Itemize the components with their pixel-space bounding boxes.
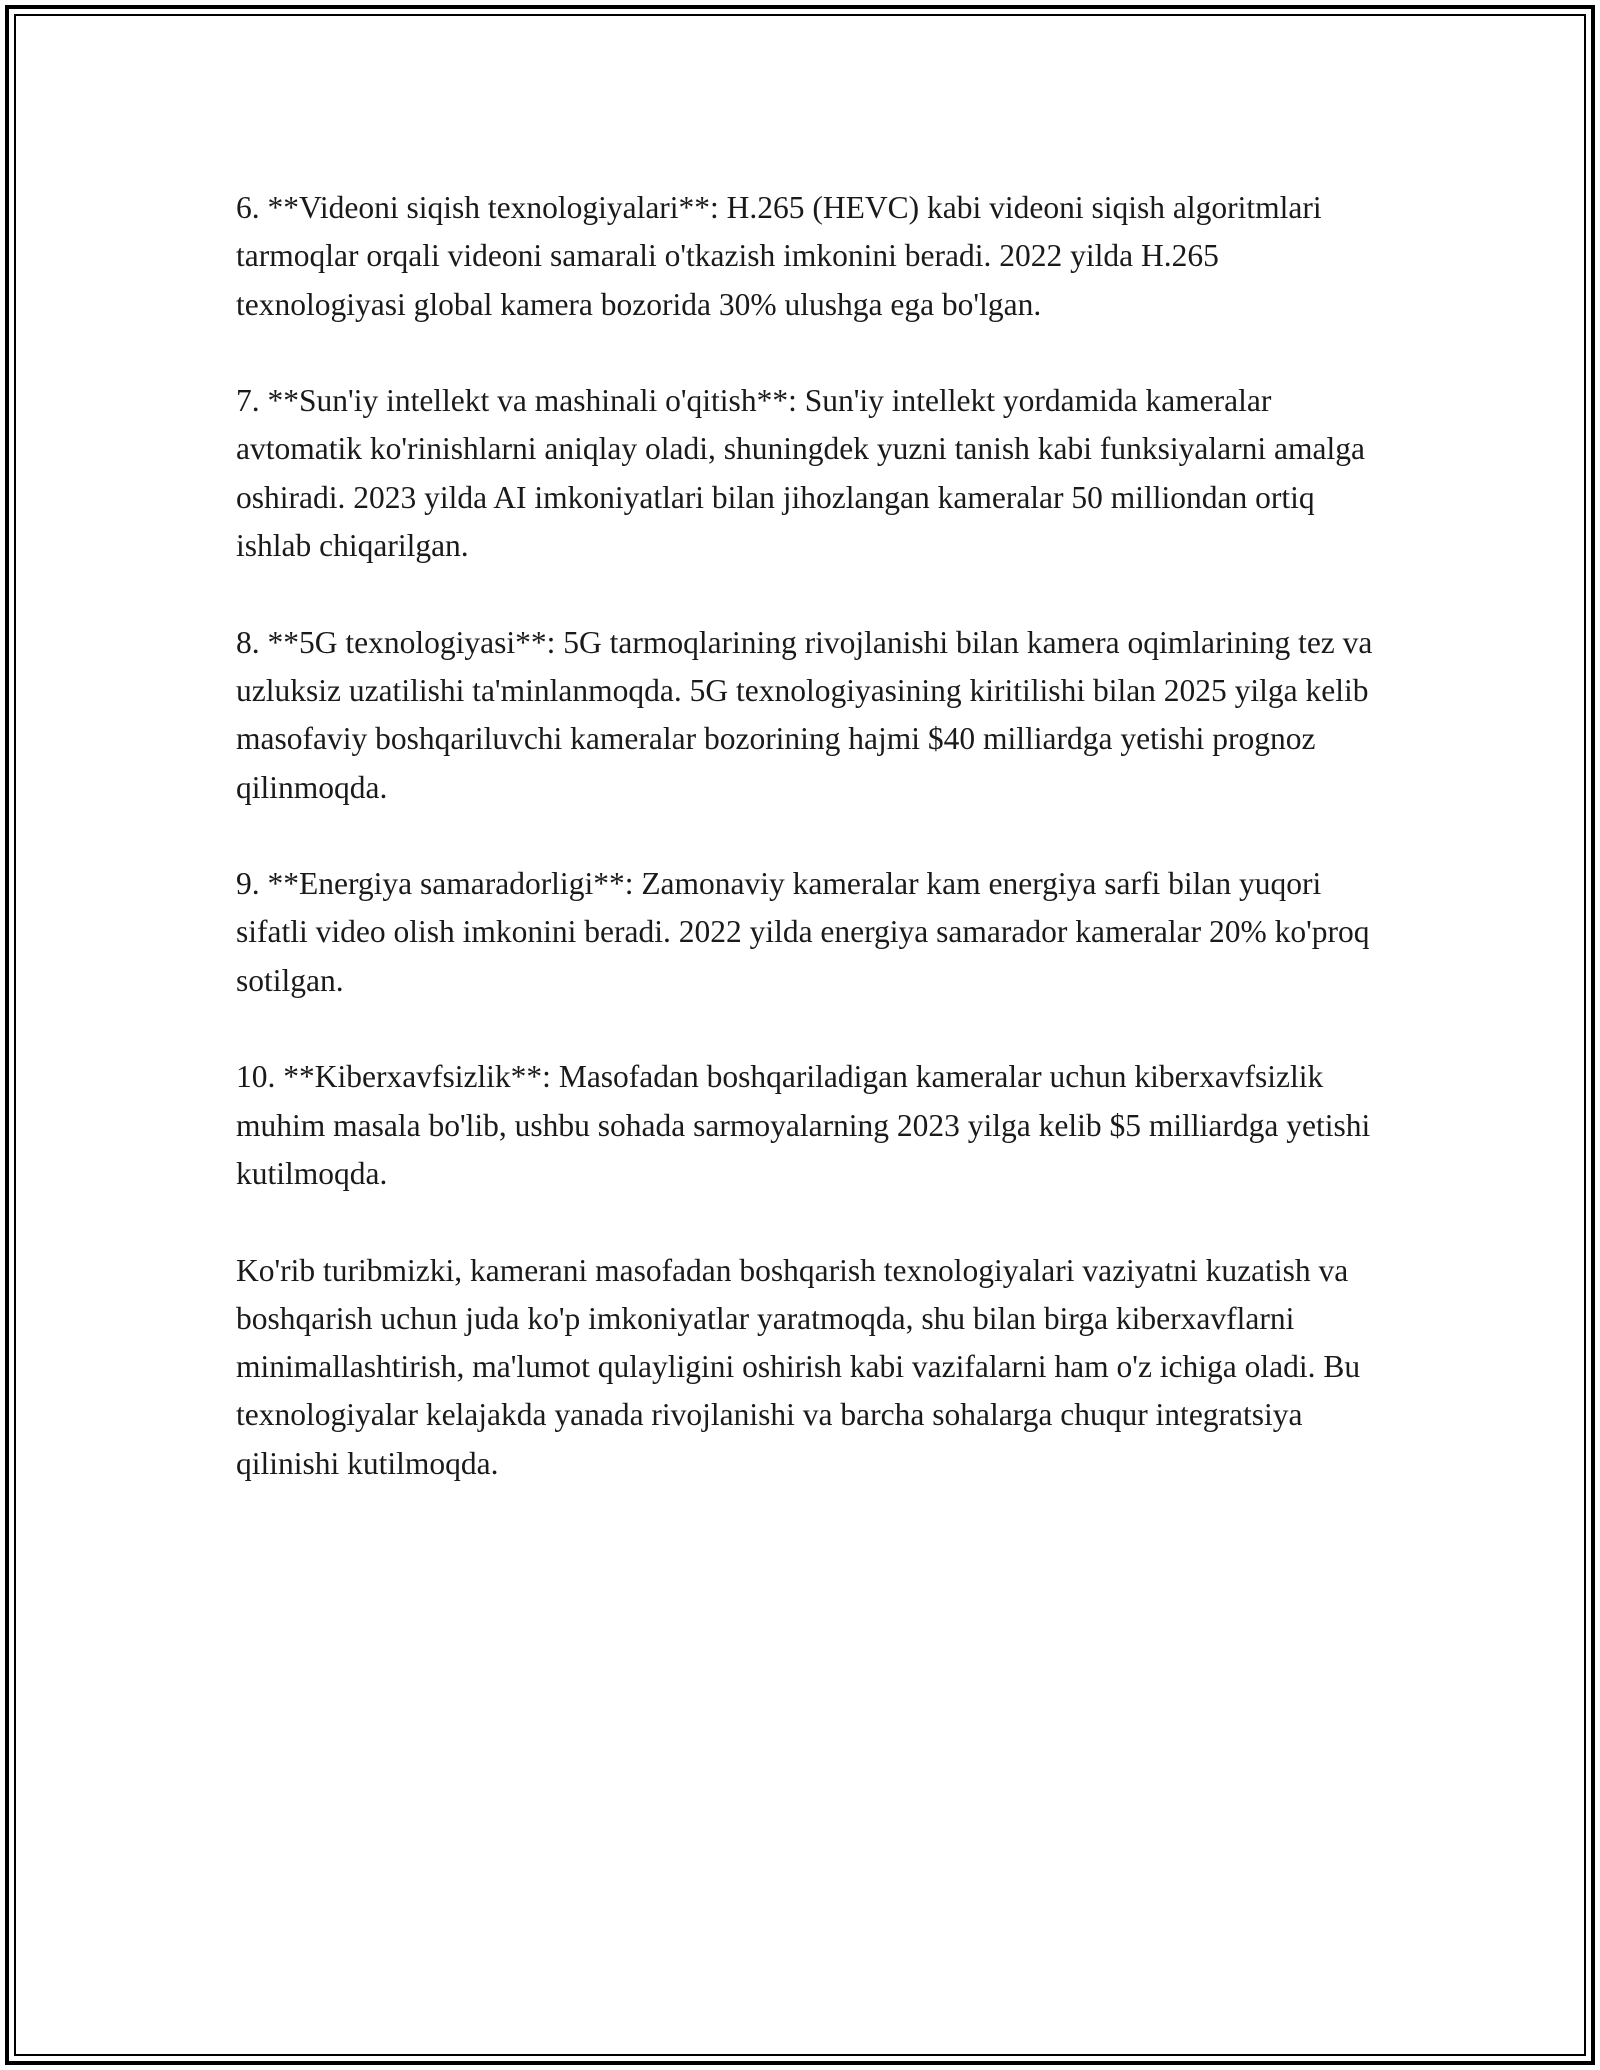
paragraph-conclusion: Ko'rib turibmizki, kamerani masofadan boshqarish texnologiyalari vaziyatni kuzatish va boshqarish uchun juda ko'p imkoniyatlar yaratmoqda, shu bilan birga kiberxavflarni minimallashtirish, ma'lumot qulayligini oshirish kabi vazifalarni ham o'z ichiga oladi. Bu texnologiyalar kelajakda yanada rivojlanishi va barcha sohalarga chuqur integratsiya qilinishi kutilmoqda. — [236, 1252, 1361, 1481]
paragraph-ai-machine-learning: 7. **Sun'iy intellekt va mashinali o'qitish**: Sun'iy intellekt yordamida kameralar avtomatik ko'rinishlarni aniqlay oladi, shuningdek yuzni tanish kabi funksiyalarni amalga oshiradi. 2023 yilda AI imkoniyatlari bilan jihozlangan kameralar 50 milliondan ortiq ishlab chiqarilgan. — [236, 383, 1365, 564]
paragraph-5g-technology: 8. **5G texnologiyasi**: 5G tarmoqlarining rivojlanishi bilan kamera oqimlarining tez va uzluksiz uzatilishi ta'minlanmoqda. 5G texnologiyasining kiritilishi bilan 2025 yilga kelib masofaviy boshqariluvchi kameralar bozorining hajmi $40 milliardga yetishi prognoz qilinmoqda. — [236, 624, 1373, 805]
document-body — [236, 184, 1376, 1536]
paragraph-cybersecurity: 10. **Kiberxavfsizlik**: Masofadan boshqariladigan kameralar uchun kiberxavfsizlik muhim masala bo'lib, ushbu sohada sarmoyalarning 2023 yilga kelib $5 milliardga yetishi kutilmoqda. — [236, 1059, 1371, 1191]
paragraph-energy-efficiency: 9. **Energiya samaradorligi**: Zamonaviy kameralar kam energiya sarfi bilan yuqori sifatli video olish imkonini beradi. 2022 yilda energiya samarador kameralar 20% ko'proq sotilgan. — [236, 866, 1370, 998]
paragraph-video-compression: 6. **Videoni siqish texnologiyalari**: H.265 (HEVC) kabi videoni siqish algoritmlari tarmoqlar orqali videoni samarali o'tkazish imkonini beradi. 2022 yilda H.265 texnologiyasi global kamera bozorida 30% ulushga ega bo'lgan. — [236, 190, 1322, 322]
